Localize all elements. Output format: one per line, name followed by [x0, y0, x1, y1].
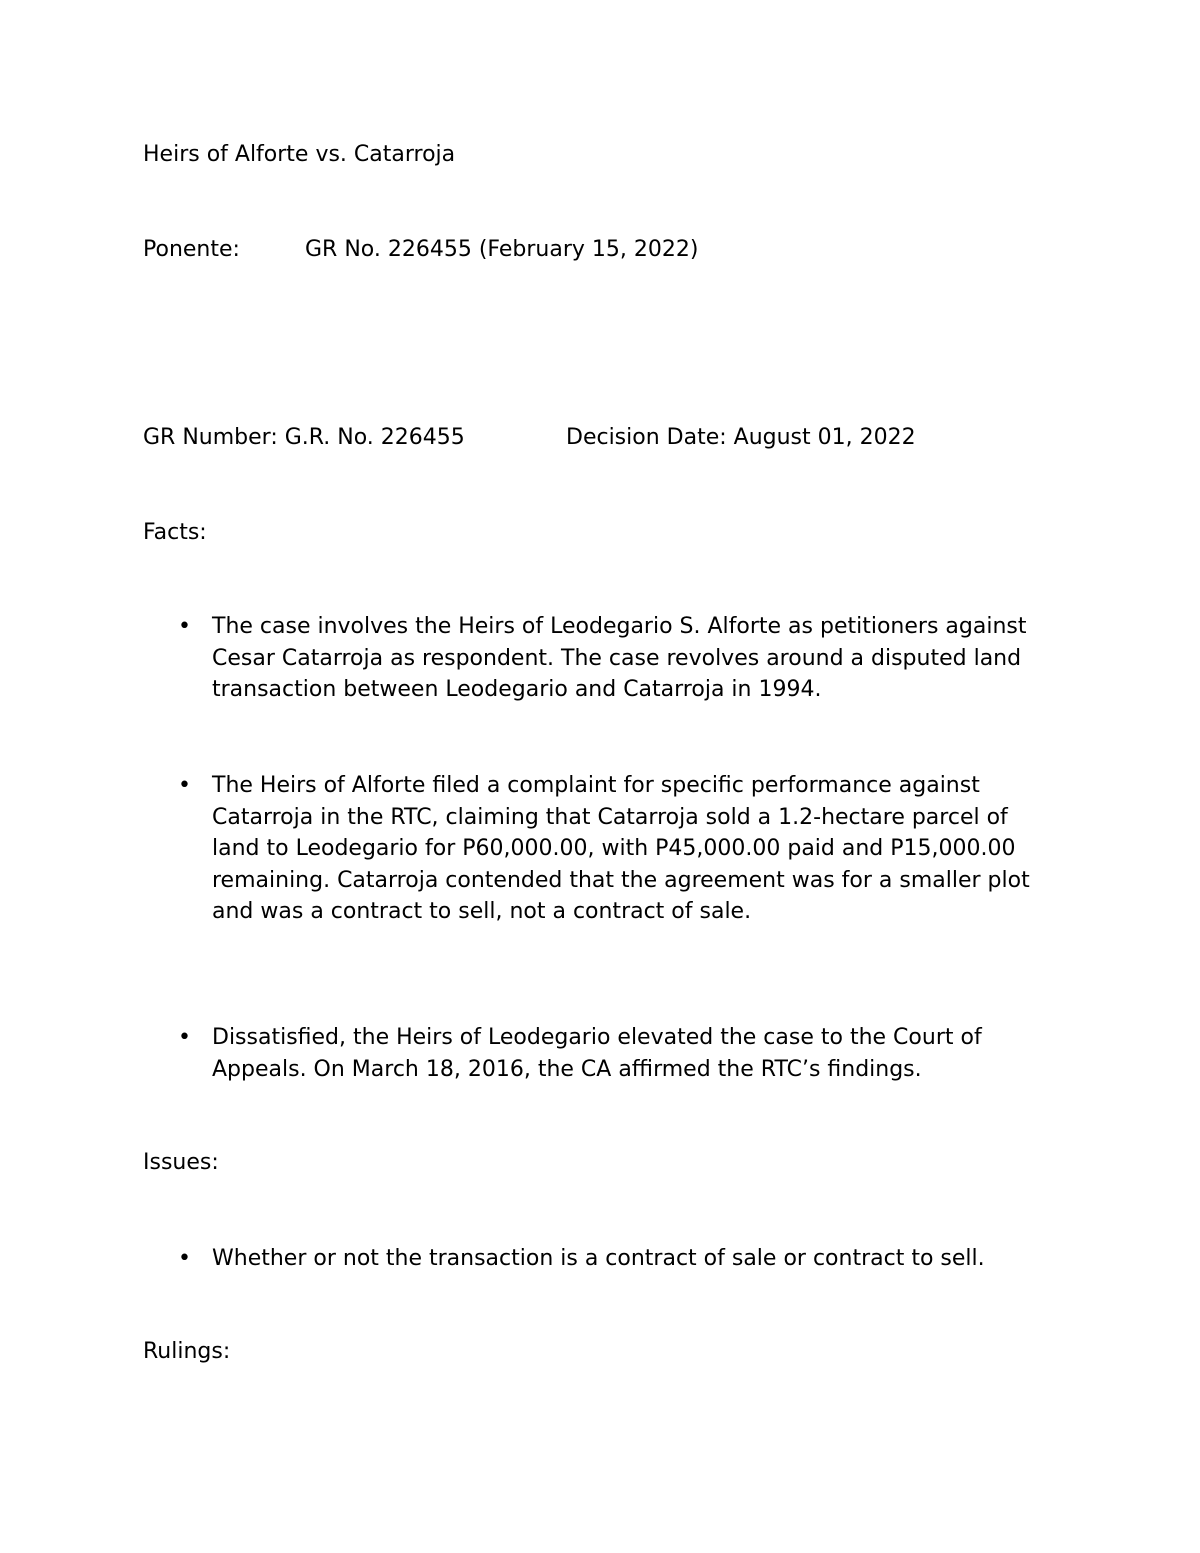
fact-text: Dissatisfied, the Heirs of Leodegario elevated the case to the Court of Appeals. On March 18, 2016, the CA affirmed the RTC’s findings. [212, 1025, 982, 1082]
ponente-value: GR No. 226455 (February 15, 2022) [305, 237, 699, 262]
facts-heading: Facts: [143, 520, 207, 545]
bullet-icon: • [178, 773, 191, 798]
decision-date: Decision Date: August 01, 2022 [566, 425, 916, 450]
gr-number: GR Number: G.R. No. 226455 [143, 425, 465, 450]
fact-text: The Heirs of Alforte filed a complaint for specific performance against Catarroja in the RTC, claiming that Catarroja sold a 1.2-hectare parcel of land to Leodegario for P60,000.00, with P45,000.00 paid and P15,000.00 remaining. Catarroja contended that the agreement was for a smaller plot and was a contract to sell, not a contract of sale. [212, 773, 1030, 924]
case-title: Heirs of Alforte vs. Catarroja [143, 142, 456, 167]
rulings-heading: Rulings: [143, 1339, 231, 1364]
bullet-icon: • [178, 614, 191, 639]
issue-text: Whether or not the transaction is a contract of sale or contract to sell. [212, 1246, 985, 1271]
issues-heading: Issues: [143, 1150, 219, 1175]
bullet-icon: • [178, 1025, 191, 1050]
ponente-label: Ponente: [143, 237, 240, 262]
bullet-icon: • [178, 1246, 191, 1271]
fact-text: The case involves the Heirs of Leodegario S. Alforte as petitioners against Cesar Catarroja as respondent. The case revolves around a disputed land transaction between Leodegario and Catarroja in 1994. [212, 614, 1027, 702]
